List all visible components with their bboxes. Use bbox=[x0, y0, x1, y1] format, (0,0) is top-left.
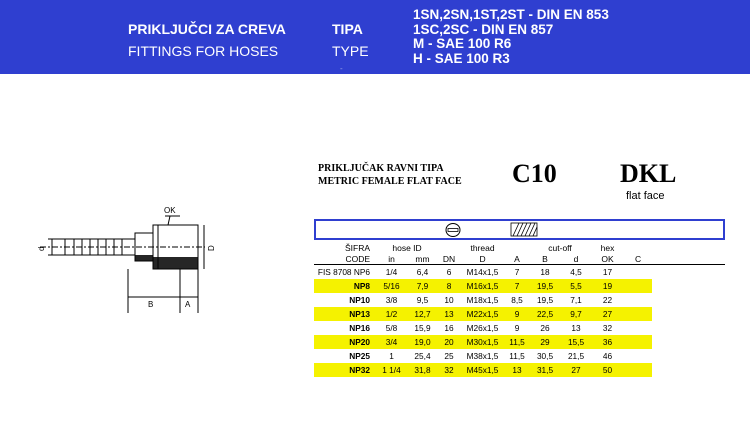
col-c: C bbox=[624, 253, 652, 265]
title-local: PRIKLJUČCI ZA CREVA bbox=[128, 21, 286, 37]
table-cell: 9,5 bbox=[416, 295, 429, 305]
table-cell: 7 bbox=[505, 279, 529, 293]
table-cell-empty bbox=[652, 293, 725, 307]
row-code: NP10 bbox=[349, 295, 370, 305]
col-code: CODE bbox=[314, 253, 376, 265]
table-cell-empty bbox=[652, 307, 725, 321]
table-row bbox=[314, 335, 725, 349]
label-d: d bbox=[37, 246, 46, 251]
col-ok: OK bbox=[591, 253, 624, 265]
table-cell: 11,5 bbox=[509, 351, 525, 361]
table-cell-empty bbox=[624, 349, 652, 363]
table-cell: 6 bbox=[446, 267, 452, 277]
table-cell: 1/2 bbox=[376, 307, 407, 321]
table-cell: 15,9 bbox=[414, 323, 431, 333]
table-cell: 1 1/4 bbox=[376, 363, 407, 377]
standards-list bbox=[413, 8, 609, 66]
header-banner bbox=[0, 0, 750, 74]
table-cell: 32 bbox=[602, 323, 613, 333]
table-cell: M16x1,5 bbox=[460, 279, 505, 293]
table-cell-empty bbox=[624, 293, 652, 307]
table-cell: 12,7 bbox=[407, 307, 438, 321]
table-cell: 13 bbox=[505, 363, 529, 377]
product-name-local: PRIKLJUČAK RAVNI TIPA bbox=[318, 163, 444, 174]
standard-line: H - SAE 100 R3 bbox=[413, 50, 510, 66]
table-cell: 20 bbox=[438, 335, 460, 349]
table-cell: 15,5 bbox=[561, 335, 591, 349]
standard-line: 1SN,2SN,1ST,2ST - DIN EN 853 bbox=[413, 7, 609, 22]
table-row bbox=[314, 321, 725, 335]
col-d-thread: D bbox=[460, 253, 505, 265]
table-cell: 8,5 bbox=[511, 295, 523, 305]
table-cell-empty bbox=[624, 279, 652, 293]
type-local: TIPA bbox=[332, 21, 363, 37]
row-code: NP13 bbox=[314, 307, 376, 321]
table-cell: 5/8 bbox=[385, 323, 398, 333]
table-header-top bbox=[314, 242, 725, 253]
table-cell: 46 bbox=[602, 351, 613, 361]
col-dn: DN bbox=[438, 253, 460, 265]
table-cell: M22x1,5 bbox=[460, 307, 505, 321]
row-code: NP16 bbox=[349, 323, 370, 333]
table-cell: 4,5 bbox=[570, 267, 582, 277]
table-cell: 9 bbox=[505, 307, 529, 321]
banner-dash: - bbox=[340, 64, 343, 73]
table-cell-empty bbox=[652, 349, 725, 363]
thread-icon bbox=[510, 221, 538, 238]
col-hose-id: hose ID bbox=[392, 242, 422, 253]
col-hex: hex bbox=[600, 242, 615, 253]
row-code: FIS 8708 NP6 bbox=[317, 267, 370, 277]
table-cell: 11,5 bbox=[505, 335, 529, 349]
table-cell-empty bbox=[652, 279, 725, 293]
table-cell: 5/16 bbox=[376, 279, 407, 293]
table-cell: 27 bbox=[591, 307, 624, 321]
col-b: B bbox=[529, 253, 561, 265]
table-cell-empty bbox=[652, 265, 725, 280]
row-code: NP8 bbox=[314, 279, 376, 293]
table-cell: 29 bbox=[529, 335, 561, 349]
table-cell: 30,5 bbox=[536, 351, 554, 361]
col-d-small: d bbox=[561, 253, 591, 265]
table-cell: 36 bbox=[591, 335, 624, 349]
table-cell: M30x1,5 bbox=[460, 335, 505, 349]
product-model: DKL bbox=[620, 159, 677, 188]
table-cell: 18 bbox=[540, 267, 550, 277]
row-code: NP20 bbox=[314, 335, 376, 349]
table-cell: 26 bbox=[540, 323, 550, 333]
table-icon-strip bbox=[314, 219, 725, 240]
col-in: in bbox=[376, 253, 407, 265]
table-cell: 13 bbox=[438, 307, 460, 321]
table-cell: M14x1,5 bbox=[466, 267, 499, 277]
table-cell: 27 bbox=[561, 363, 591, 377]
col-a: A bbox=[505, 253, 529, 265]
table-cell: 21,5 bbox=[567, 351, 585, 361]
table-cell-empty bbox=[652, 363, 725, 377]
table-row bbox=[314, 279, 725, 293]
fitting-drawing bbox=[30, 195, 220, 320]
table-cell: 32 bbox=[438, 363, 460, 377]
table-cell: 5,5 bbox=[561, 279, 591, 293]
table-cell: 50 bbox=[591, 363, 624, 377]
row-code: NP25 bbox=[349, 351, 370, 361]
table-cell-empty bbox=[624, 363, 652, 377]
table-cell: 7 bbox=[514, 267, 520, 277]
dimensions-table bbox=[314, 242, 725, 377]
table-cell: 25 bbox=[444, 351, 454, 361]
table-cell: 19,5 bbox=[536, 295, 554, 305]
table-row bbox=[314, 265, 725, 280]
table-cell-empty bbox=[652, 321, 725, 335]
col-sifra: ŠIFRA bbox=[344, 242, 370, 253]
table-cell: 22 bbox=[602, 295, 613, 305]
table-cell: 7,9 bbox=[407, 279, 438, 293]
standard-line: M - SAE 100 R6 bbox=[413, 36, 512, 52]
table-cell: M18x1,5 bbox=[466, 295, 499, 305]
table-cell: 31,5 bbox=[529, 363, 561, 377]
table-cell-empty bbox=[652, 335, 725, 349]
table-row bbox=[314, 293, 725, 307]
table-row bbox=[314, 307, 725, 321]
product-code: C10 bbox=[512, 159, 557, 188]
table-cell: 3/4 bbox=[376, 335, 407, 349]
label-a: A bbox=[185, 300, 191, 309]
col-mm: mm bbox=[407, 253, 438, 265]
standard-line: 1SC,2SC - DIN EN 857 bbox=[413, 21, 554, 37]
table-header-bottom bbox=[314, 253, 725, 265]
table-cell: 13 bbox=[571, 323, 581, 333]
table-cell: 3/8 bbox=[385, 295, 398, 305]
table-cell: 19,5 bbox=[529, 279, 561, 293]
label-ok: OK bbox=[164, 206, 176, 215]
label-d-outer: D bbox=[207, 245, 216, 251]
table-cell: 31,8 bbox=[407, 363, 438, 377]
table-cell: 25,4 bbox=[414, 351, 431, 361]
table-cell: 22,5 bbox=[529, 307, 561, 321]
table-cell: 6,4 bbox=[416, 267, 429, 277]
table-cell: M38x1,5 bbox=[466, 351, 499, 361]
table-cell: 10 bbox=[444, 295, 454, 305]
table-cell: 19,0 bbox=[407, 335, 438, 349]
table-cell: 7,1 bbox=[570, 295, 582, 305]
table-cell: 9,7 bbox=[561, 307, 591, 321]
label-b: B bbox=[148, 300, 154, 309]
table-cell-empty bbox=[624, 321, 652, 335]
table-cell: M45x1,5 bbox=[460, 363, 505, 377]
table-cell: 8 bbox=[438, 279, 460, 293]
table-cell: 17 bbox=[602, 267, 613, 277]
product-name-english: METRIC FEMALE FLAT FACE bbox=[318, 176, 462, 187]
table-cell: 19 bbox=[591, 279, 624, 293]
hose-section-icon bbox=[444, 222, 462, 238]
row-code: NP32 bbox=[314, 363, 376, 377]
table-cell-empty bbox=[624, 307, 652, 321]
table-cell-empty bbox=[624, 265, 652, 280]
table-cell-empty bbox=[624, 335, 652, 349]
table-cell: 9 bbox=[514, 323, 520, 333]
col-cutoff: cut-off bbox=[548, 242, 572, 253]
title-english: FITTINGS FOR HOSES bbox=[128, 43, 279, 59]
product-model-subtitle: flat face bbox=[626, 190, 665, 202]
col-thread: thread bbox=[470, 242, 495, 253]
table-row bbox=[314, 363, 725, 377]
type-english: TYPE bbox=[332, 43, 369, 59]
table-cell: 1 bbox=[389, 351, 394, 361]
table-cell: 1/4 bbox=[385, 267, 398, 277]
table-row bbox=[314, 349, 725, 363]
table-cell: 16 bbox=[444, 323, 454, 333]
table-cell: M26x1,5 bbox=[466, 323, 499, 333]
